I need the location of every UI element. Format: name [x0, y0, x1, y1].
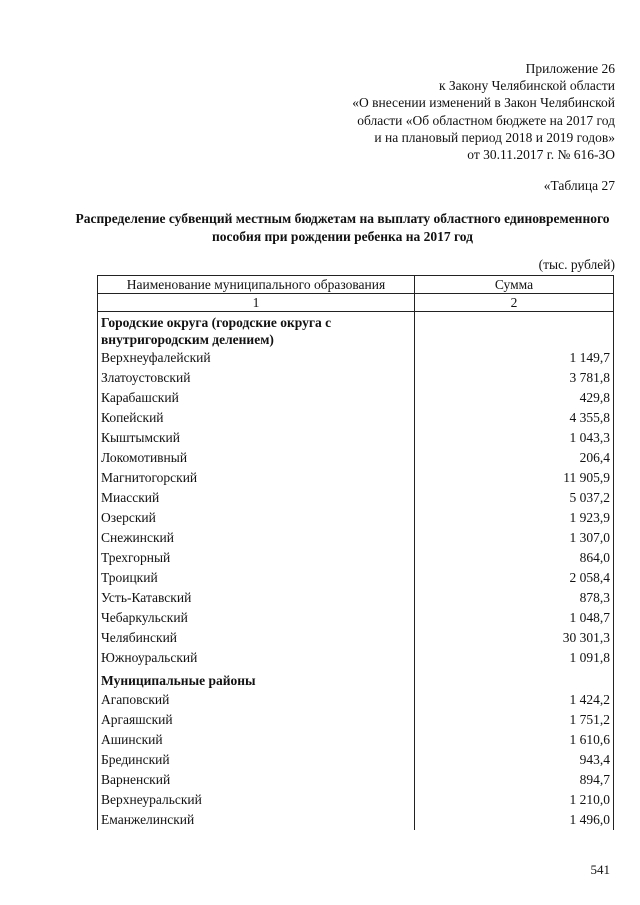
- subsidy-amount: 1 751,2: [415, 710, 614, 730]
- table-row: [98, 488, 614, 508]
- table-row: [98, 790, 614, 810]
- municipality-name: Ашинский: [98, 730, 415, 750]
- table-row: [98, 548, 614, 568]
- subsidy-amount: 1 923,9: [415, 508, 614, 528]
- section-row: [98, 668, 614, 690]
- subsidy-amount: 864,0: [415, 548, 614, 568]
- table-column-numbers-row: [98, 294, 614, 312]
- subsidy-amount: 894,7: [415, 770, 614, 790]
- table-row: [98, 750, 614, 770]
- subsidy-amount: 11 905,9: [415, 468, 614, 488]
- municipality-name: Троицкий: [98, 568, 415, 588]
- municipality-name: Локомотивный: [98, 448, 415, 468]
- section-sum-empty: [415, 312, 614, 349]
- municipality-name: Агаповский: [98, 690, 415, 710]
- header-municipality: Наименование муниципального образования: [98, 276, 415, 294]
- subsidy-amount: 206,4: [415, 448, 614, 468]
- municipality-name: Аргаяшский: [98, 710, 415, 730]
- appendix-line: к Закону Челябинской области: [438, 78, 615, 94]
- subsidy-amount: 1 043,3: [415, 428, 614, 448]
- table-row: [98, 368, 614, 388]
- municipality-name: Трехгорный: [98, 548, 415, 568]
- municipality-name: Снежинский: [98, 528, 415, 548]
- column-number-2: 2: [415, 294, 614, 312]
- municipality-name: Варненский: [98, 770, 415, 790]
- municipality-name: Копейский: [98, 408, 415, 428]
- subsidy-amount: 3 781,8: [415, 368, 614, 388]
- subsidy-amount: 1 307,0: [415, 528, 614, 548]
- subsidy-amount: 30 301,3: [415, 628, 614, 648]
- municipality-name: Карабашский: [98, 388, 415, 408]
- table-row: [98, 348, 614, 368]
- document-title: Распределение субвенций местным бюджетам на выплату областного единовременного пособия при рождении ребенка на 2017 год: [75, 211, 610, 244]
- subsidy-amount: 1 210,0: [415, 790, 614, 810]
- table-row: [98, 408, 614, 428]
- subsidy-amount: 1 496,0: [415, 810, 614, 830]
- municipality-name: Усть-Катавский: [98, 588, 415, 608]
- table-row: [98, 588, 614, 608]
- appendix-line: области «Об областном бюджете на 2017 год: [357, 112, 615, 128]
- municipality-name: Верхнеуральский: [98, 790, 415, 810]
- header-sum: Сумма: [415, 276, 614, 294]
- subsidy-amount: 1 091,8: [415, 648, 614, 668]
- appendix-line: «О внесении изменений в Закон Челябинской: [352, 95, 615, 111]
- municipality-name: Южноуральский: [98, 648, 415, 668]
- municipality-name: Озерский: [98, 508, 415, 528]
- page-number: 541: [590, 862, 610, 877]
- subsidy-amount: 878,3: [415, 588, 614, 608]
- table-row: [98, 710, 614, 730]
- municipality-name: Чебаркульский: [98, 608, 415, 628]
- municipality-name: Еманжелинский: [98, 810, 415, 830]
- subsidy-amount: 1 424,2: [415, 690, 614, 710]
- table-row: [98, 388, 614, 408]
- municipality-name: Челябинский: [98, 628, 415, 648]
- subsidy-amount: 1 610,6: [415, 730, 614, 750]
- table-row: [98, 468, 614, 488]
- table-row: [98, 568, 614, 588]
- section-title: Городские округа (городские округа с внутригородским делением): [98, 312, 415, 349]
- municipality-name: Кыштымский: [98, 428, 415, 448]
- appendix-line: Приложение 26: [525, 61, 615, 76]
- subsidy-amount: 5 037,2: [415, 488, 614, 508]
- subsidy-amount: 429,8: [415, 388, 614, 408]
- table-row: [98, 730, 614, 750]
- section-row: [98, 312, 614, 349]
- table-row: [98, 528, 614, 548]
- table-row: [98, 810, 614, 830]
- municipality-name: Верхнеуфалейский: [98, 348, 415, 368]
- appendix-line: и на плановый период 2018 и 2019 годов»: [374, 129, 615, 145]
- municipality-name: Златоустовский: [98, 368, 415, 388]
- table-label: «Таблица 27: [543, 178, 615, 193]
- appendix-header: [285, 60, 615, 163]
- table-row: [98, 428, 614, 448]
- table-row: [98, 628, 614, 648]
- table-row: [98, 448, 614, 468]
- table-row: [98, 690, 614, 710]
- units-label: (тыс. рублей): [538, 257, 615, 272]
- municipality-name: Магнитогорский: [98, 468, 415, 488]
- table-row: [98, 608, 614, 628]
- subsidy-amount: 2 058,4: [415, 568, 614, 588]
- table-row: [98, 770, 614, 790]
- section-sum-empty: [415, 668, 614, 690]
- column-number-1: 1: [98, 294, 415, 312]
- subsidy-table: [97, 275, 614, 830]
- subsidy-amount: 943,4: [415, 750, 614, 770]
- municipality-name: Миасский: [98, 488, 415, 508]
- table-row: [98, 508, 614, 528]
- table-header-row: [98, 276, 614, 294]
- section-title: Муниципальные районы: [98, 668, 415, 690]
- municipality-name: Брединский: [98, 750, 415, 770]
- subsidy-amount: 1 048,7: [415, 608, 614, 628]
- subsidy-amount: 1 149,7: [415, 348, 614, 368]
- table-row: [98, 648, 614, 668]
- subsidy-amount: 4 355,8: [415, 408, 614, 428]
- appendix-line: от 30.11.2017 г. № 616-ЗО: [467, 147, 615, 163]
